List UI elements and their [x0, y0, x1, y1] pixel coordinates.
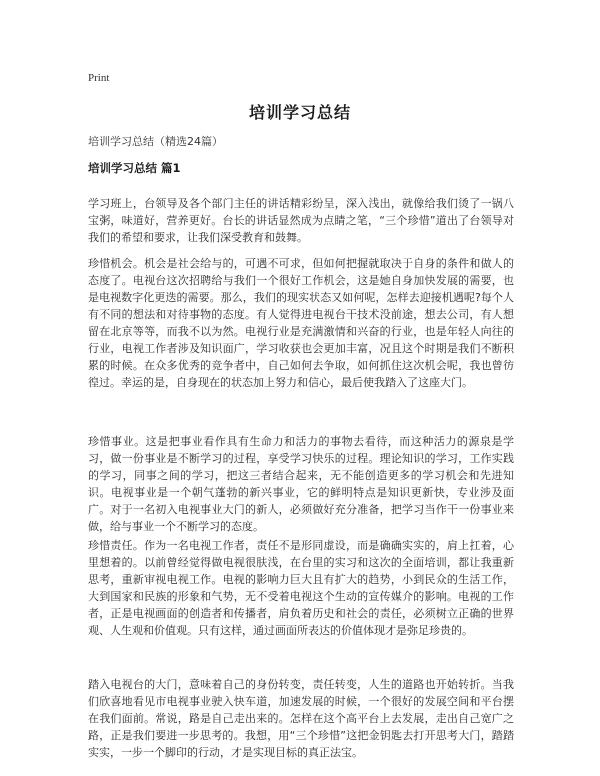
section-heading: 培训学习总结 篇1 — [88, 161, 181, 175]
print-label: Print — [88, 72, 110, 84]
page-subtitle: 培训学习总结（精选24篇） — [88, 135, 223, 148]
paragraph-cherish-opportunity: 珍惜机会。机会是社会给与的，可遇不可求，但如何把握就取决于自身的条件和做人的态度了。电视台这次招聘给与我们一个很好工作机会，这是她自身加快发展的需要，也是电视数字化更迭的需要。那么，我们的现实状态又如何呢，怎样去迎接机遇呢?每个人有不同的想法和对待事物的态度。有人觉得进电视台干技术没前途，想去公司，有人想留在北京等等，而我不以为然。电视行业是充满激情和兴奋的行业，也是年轻人向往的行业，电视工作者涉及知识面广，学习收获也会更加丰富，况且这个时期是我们不断积累的时候。在众多优秀的竞争者中，自己如何去争取，如何抓住这次机会呢，我也曾彷徨过。幸运的是，自身现在的状态加上努力和信心，最后使我踏入了这座大门。 — [88, 257, 514, 389]
paragraph-conclusion: 踏入电视台的大门，意味着自己的身份转变，责任转变，人生的道路也开始转折。当我们欣喜地看见市电视事业驶入快车道，加速发展的时候，一个很好的发展空间和平台摆在我们面前。常说，路是自己走出来的。怎样在这个高平台上去发展，走出自己宽广之路，正是我们要进一步思考的。我想，用“三个珍惜”这把金钥匙去打开思考大门，踏踏实实，一步一个脚印的行动，才是实现目标的真正法宝。 — [88, 678, 514, 759]
paragraph-intro: 学习班上，台领导及各个部门主任的讲话精彩纷呈，深入浅出，就像给我们烫了一锅八宝粥，味道好，营养更好。台长的讲话显然成为点睛之笔，“三个珍惜”道出了台领导对我们的希望和要求，让我们深受教育和鼓舞。 — [88, 197, 514, 244]
page-title: 培训学习总结 — [248, 103, 351, 122]
paragraph-cherish-career: 珍惜事业。这是把事业看作具有生命力和活力的事物去看待，而这种活力的源泉是学习，做一份事业是不断学习的过程，享受学习快乐的过程。理论知识的学习，工作实践的学习，同事之间的学习，把这三者结合起来，无不能创造更多的学习机会和先进知识。电视事业是一个朝气蓬勃的新兴事业，它的鲜明特点是知识更新快，专业涉及面广。对于一名初入电视事业大门的新人，必须做好充分准备，把学习当作干一份事业来做，给与事业一个不断学习的态度。 — [88, 435, 514, 533]
paragraph-cherish-responsibility: 珍惜责任。作为一名电视工作者，责任不是形同虚设，而是确确实实的，肩上扛着，心里想着的。以前曾经觉得做电视很肤浅，在台里的实习和这次的全面培训，都让我重新思考，重新审视电视工作。电视的影响力巨大且有扩大的趋势，小到民众的生活工作，大到国家和民族的形象和气势，无不受着电视这个生动的宣传媒介的影响。电视的工作者，正是电视画面的创造者和传播者，肩负着历史和社会的责任，必须树立正确的世界观、人生观和价值观。只有这样，通过画面所表达的价值体现才是弥足珍贵的。 — [88, 539, 514, 637]
